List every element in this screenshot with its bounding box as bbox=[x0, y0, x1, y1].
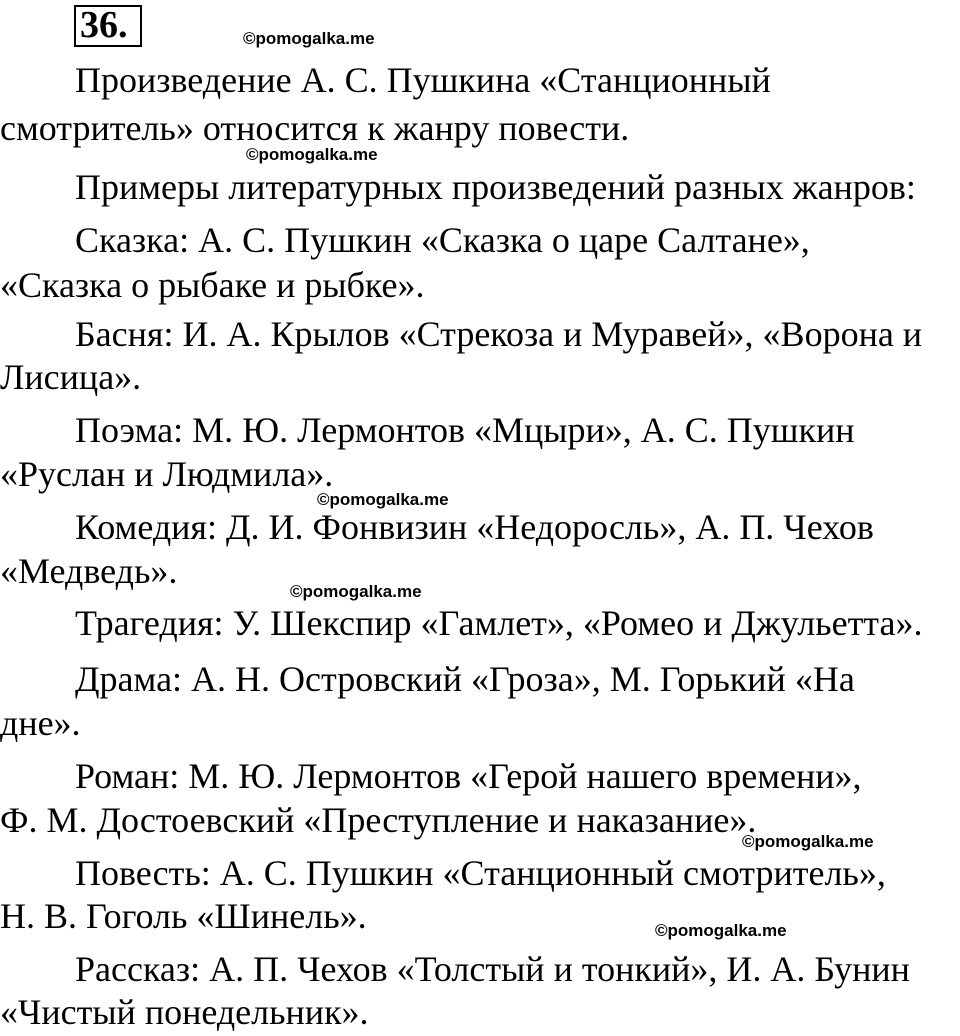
paragraph-line: «Руслан и Людмила». bbox=[0, 454, 334, 494]
paragraph-line: Рассказ: А. П. Чехов «Толстый и тонкий», И. А. Бунин bbox=[75, 949, 910, 989]
paragraph-line: Лисица». bbox=[0, 357, 142, 397]
watermark: ©pomogalka.me bbox=[246, 145, 378, 164]
paragraph-line: Комедия: Д. И. Фонвизин «Недоросль», А. П. Чехов bbox=[75, 507, 874, 547]
watermark: ©pomogalka.me bbox=[290, 582, 422, 601]
paragraph-line: Сказка: А. С. Пушкин «Сказка о царе Салтане», bbox=[75, 220, 810, 260]
paragraph-line: Ф. М. Достоевский «Преступление и наказание». bbox=[0, 800, 757, 840]
paragraph-line: Н. В. Гоголь «Шинель». bbox=[0, 896, 367, 936]
paragraph-line: Поэма: М. Ю. Лермонтов «Мцыри», А. С. Пушкин bbox=[75, 410, 855, 450]
paragraph-line: «Сказка о рыбаке и рыбке». bbox=[0, 265, 425, 305]
paragraph-line: Роман: М. Ю. Лермонтов «Герой нашего времени», bbox=[75, 756, 862, 796]
paragraph-line: Драма: А. Н. Островский «Гроза», М. Горький «На bbox=[75, 659, 855, 699]
watermark: ©pomogalka.me bbox=[742, 832, 874, 851]
watermark: ©pomogalka.me bbox=[243, 29, 375, 48]
paragraph-line: дне». bbox=[0, 703, 81, 743]
paragraph-line: Трагедия: У. Шекспир «Гамлет», «Ромео и Джульетта». bbox=[75, 603, 923, 643]
paragraph-line: «Медведь». bbox=[0, 551, 178, 591]
paragraph-line: смотритель» относится к жанру повести. bbox=[0, 108, 630, 148]
exercise-number: 36. bbox=[80, 4, 128, 46]
paragraph-line: «Чистый понедельник». bbox=[0, 992, 369, 1032]
watermark: ©pomogalka.me bbox=[655, 921, 787, 940]
paragraph-line: Примеры литературных произведений разных жанров: bbox=[75, 167, 916, 207]
paragraph-line: Басня: И. А. Крылов «Стрекоза и Муравей», «Ворона и bbox=[75, 314, 923, 354]
watermark: ©pomogalka.me bbox=[317, 490, 449, 509]
paragraph-line: Произведение А. С. Пушкина «Станционный bbox=[75, 60, 771, 100]
paragraph-line: Повесть: А. С. Пушкин «Станционный смотритель», bbox=[75, 853, 886, 893]
